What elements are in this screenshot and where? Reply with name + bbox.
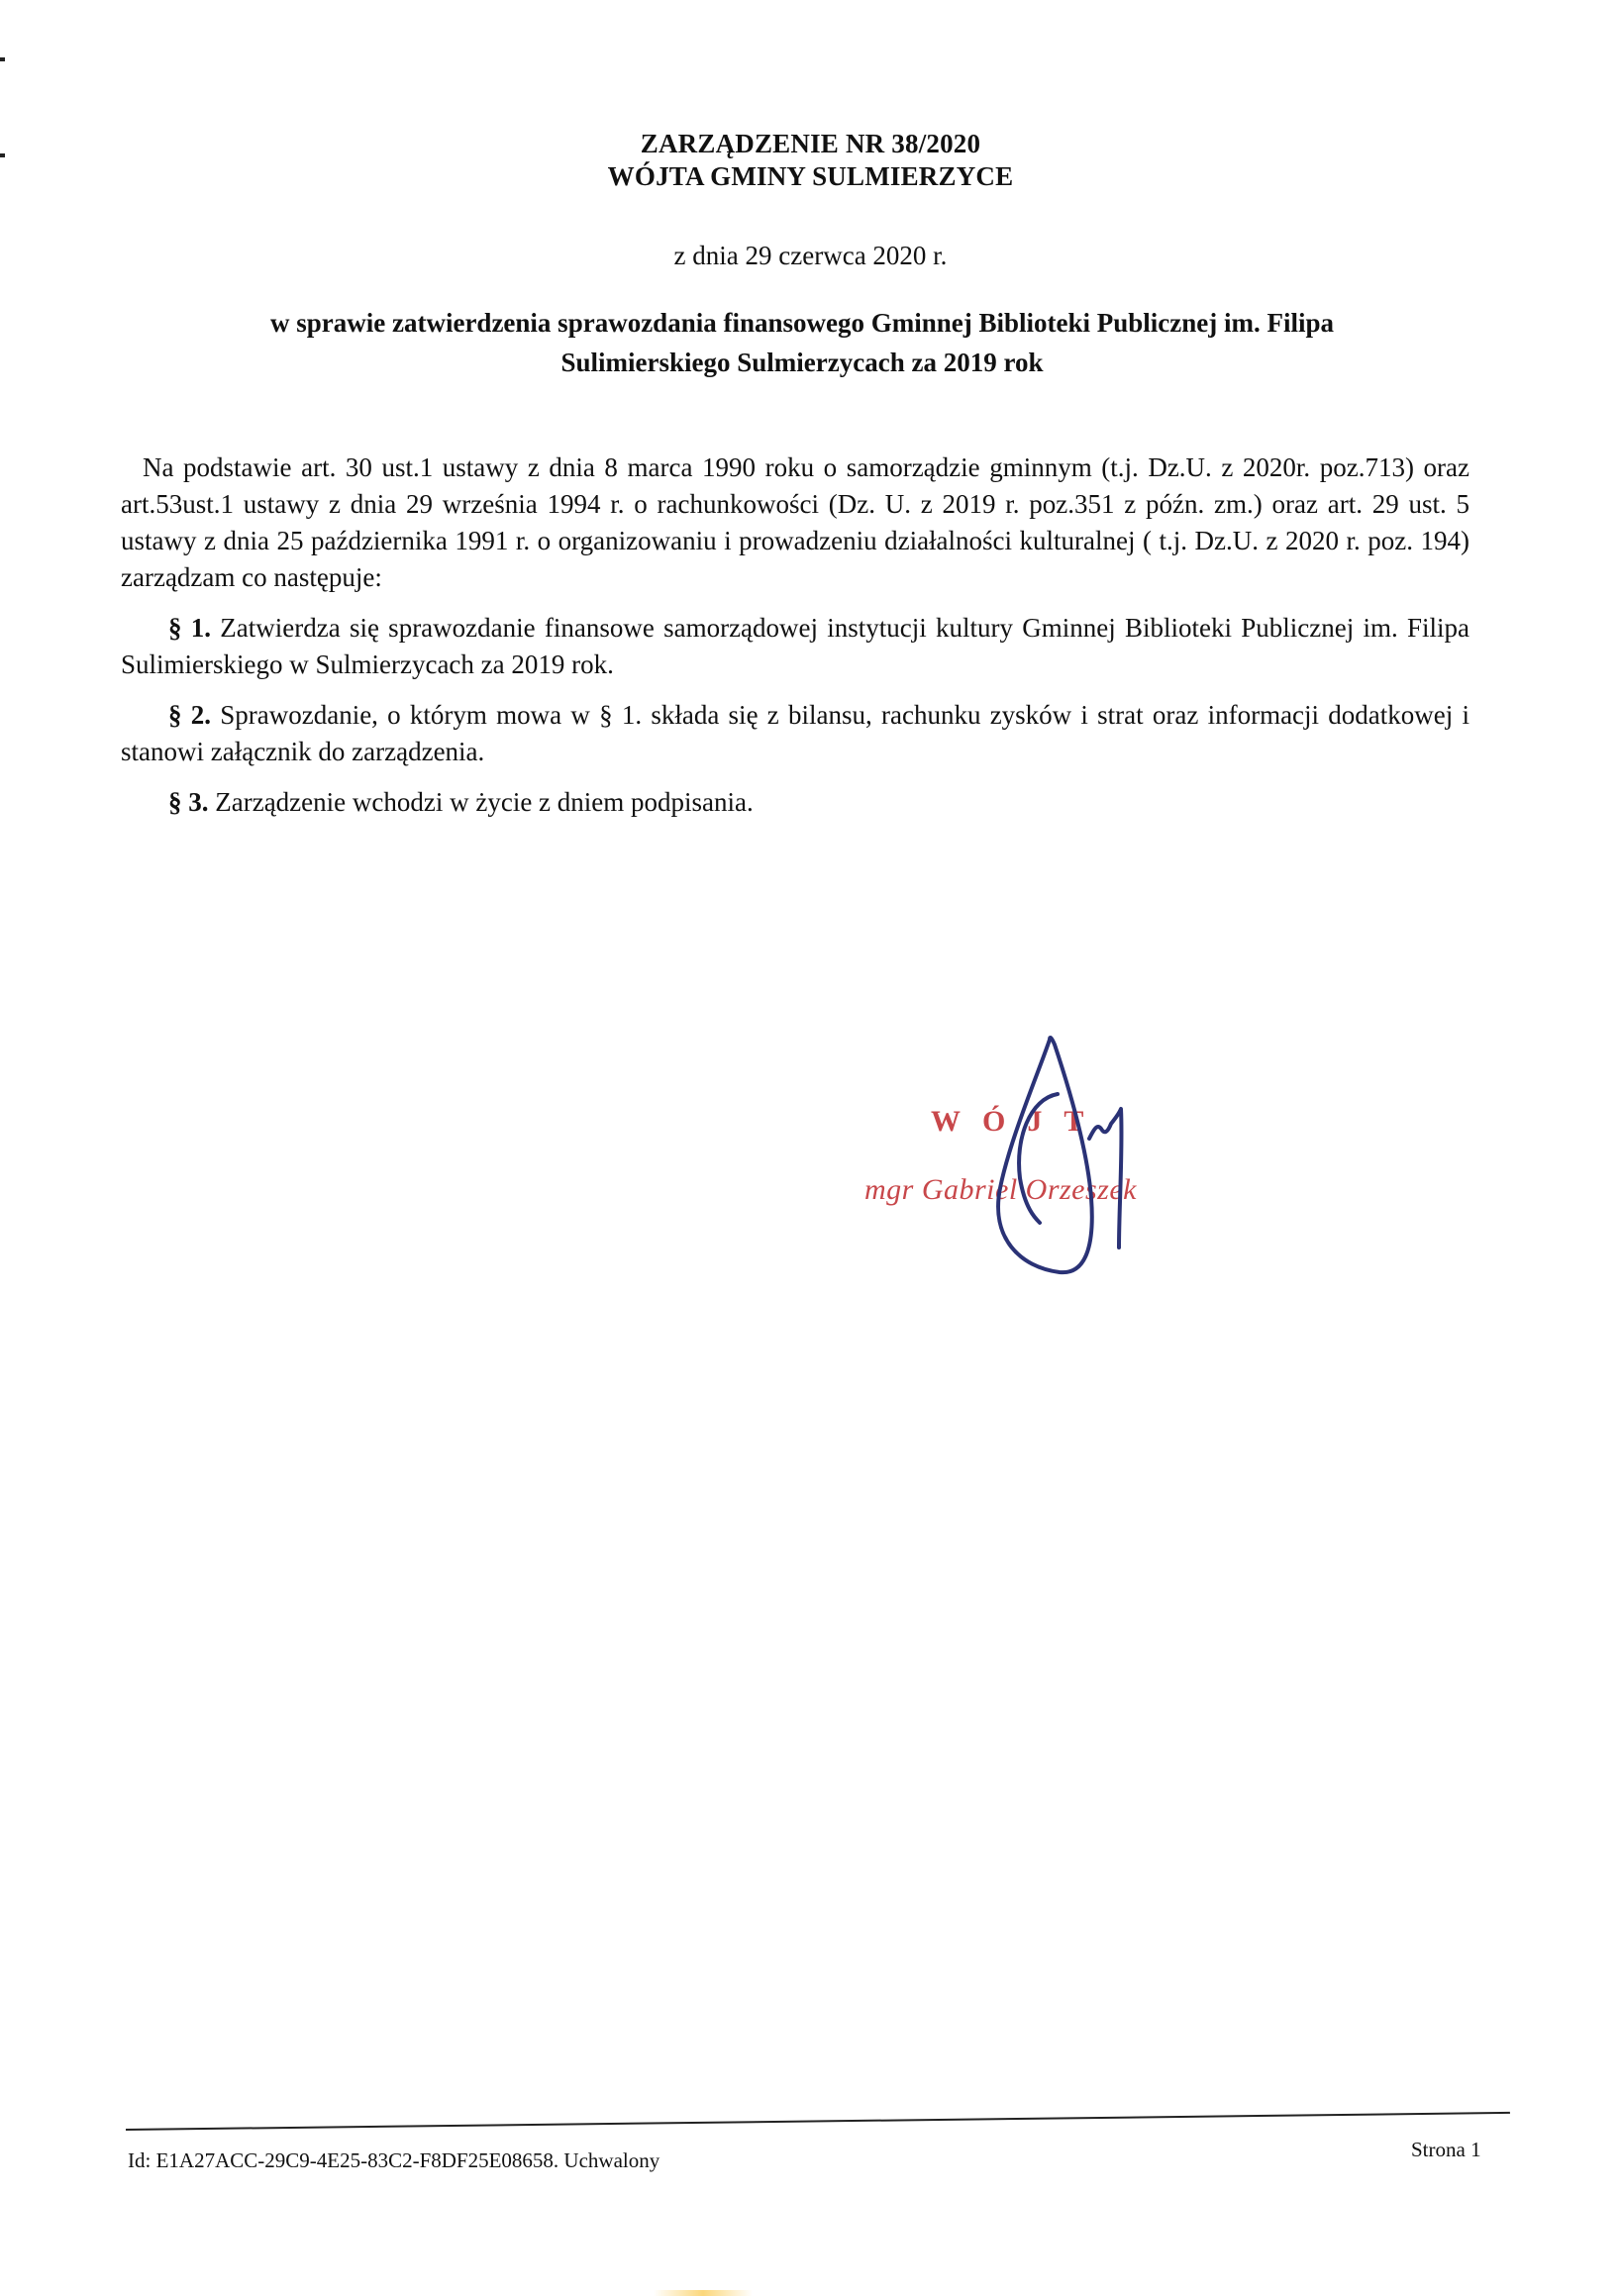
subject-line-2: Sulimierskiego Sulmierzycach za 2019 rok xyxy=(560,348,1044,377)
paragraph-text: Zarządzenie wchodzi w życie z dniem podpisania. xyxy=(208,787,754,817)
signature-stroke xyxy=(1019,1094,1058,1223)
signature-stroke xyxy=(1089,1109,1122,1248)
document-id: Id: E1A27ACC-29C9-4E25-83C2-F8DF25E08658. Uchwalony xyxy=(128,2148,660,2172)
official-stamp-name: mgr Gabriel Orzeszek xyxy=(864,1173,1137,1206)
document-issuer: WÓJTA GMINY SULMIERZYCE xyxy=(607,161,1014,191)
official-stamp-title: WÓJT xyxy=(931,1105,1106,1138)
document-subject xyxy=(149,303,1456,382)
paragraph-text: Zatwierdza się sprawozdanie finansowe samorządowej instytucji kultury Gminnej Biblioteki Publicznej im. Filipa Sulimierskiego w Sulmierzycach za 2019 rok. xyxy=(121,613,1470,679)
document-body xyxy=(121,449,1469,821)
paragraph-text: Sprawozdanie, o którym mowa w § 1. składa się z bilansu, rachunku zysków i strat oraz informacji dodatkowej i stanowi załącznik do zarządzenia. xyxy=(121,700,1469,766)
paragraph-mark: § 1. xyxy=(168,613,212,643)
paragraph-3 xyxy=(121,784,1469,821)
page-number: Strona 1 xyxy=(1411,2138,1481,2161)
paragraph-2 xyxy=(121,697,1469,770)
paragraph-mark: § 2. xyxy=(168,700,211,730)
document-title: ZARZĄDZENIE NR 38/2020 xyxy=(640,129,981,158)
signature-stroke xyxy=(998,1038,1092,1272)
paragraph-1 xyxy=(121,610,1469,683)
footer-divider xyxy=(126,2112,1510,2131)
subject-line-1: w sprawie zatwierdzenia sprawozdania finansowego Gminnej Biblioteki Publicznej im. Filipa xyxy=(270,308,1334,338)
paragraph-mark: § 3. xyxy=(168,787,209,817)
document-date: z dnia 29 czerwca 2020 r. xyxy=(673,241,948,270)
scan-edge-mark xyxy=(0,57,5,61)
scan-artifact xyxy=(654,2290,753,2296)
handwritten-signature-icon xyxy=(980,1030,1178,1287)
preamble: Na podstawie art. 30 ust.1 ustawy z dnia 8 marca 1990 roku o samorządzie gminnym (t.j. Dz.U. z 2020r. poz.713) oraz art.53ust.1 ustawy z dnia 29 września 1994 r. o rachunkowości (Dz. U. z 2019 r. poz.351 z późn. zm.) oraz art. 29 ust. 5 ustawy z dnia 25 października 1991 r. o organizowaniu i prowadzeniu działalności kulturalnej ( t.j. Dz.U. z 2020 r. poz. 194) zarządzam co następuje: xyxy=(121,452,1469,592)
